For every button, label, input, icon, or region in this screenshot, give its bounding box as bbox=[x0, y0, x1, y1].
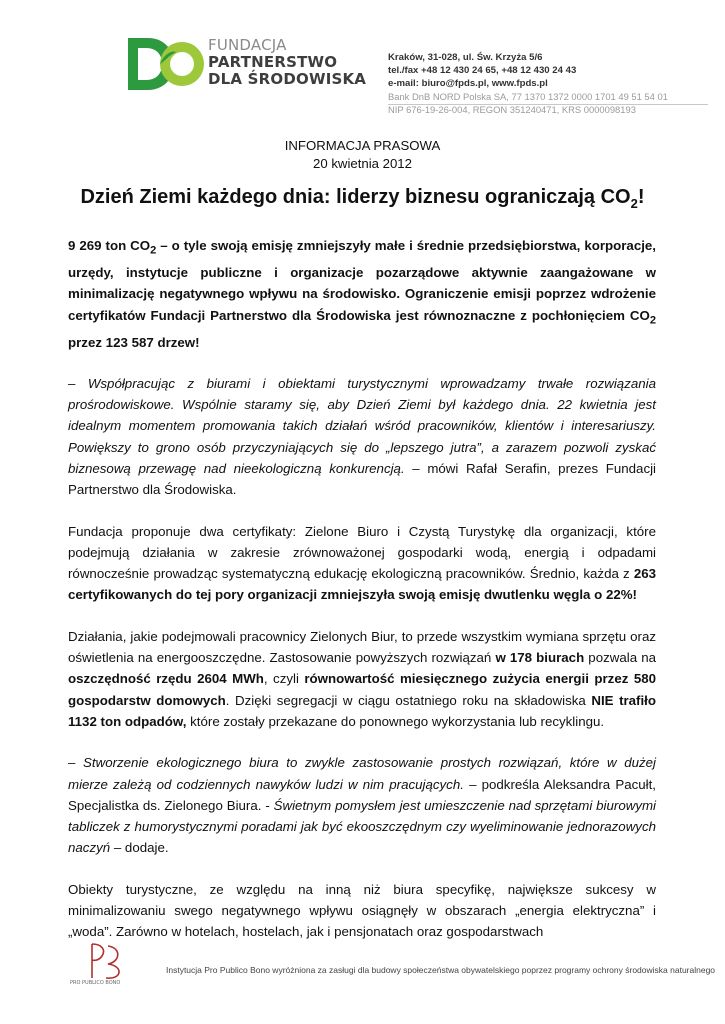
press-heading bbox=[0, 137, 725, 173]
header-divider bbox=[388, 104, 708, 105]
svg-text:PRO PUBLICO BONO: PRO PUBLICO BONO bbox=[70, 980, 121, 986]
page-title: Dzień Ziemi każdego dnia: liderzy biznesu ograniczają $CO_2$! bbox=[80, 186, 645, 211]
email[interactable]: e-mail: biuro@fpds.pl, www.fpds.pl bbox=[388, 78, 548, 89]
lead-paragraph: 9 269 ton $CO_2$ – o tyle swoją emisję zmniejszyły małe i średnie przedsiębiorstwa, korporacje, urzędy, instytucje publiczne i organizacje pozarządowe aktywnie zaangażowane w minimalizację negatywnego wpływu na środowisko. Ograniczenie emisji poprzez wdrożenie certyfikatów Fundacji Partnerstwo dla Środowiska jest równoznaczne z pochłonięciem $CO_2$ przez 123 587 drzew! bbox=[68, 238, 656, 350]
press-label: INFORMACJA PRASOWA bbox=[284, 138, 441, 153]
org-line-3: DLA ŚRODOWISKA bbox=[208, 70, 367, 88]
contact-block bbox=[388, 51, 668, 116]
org-line-2: PARTNERSTWO bbox=[208, 53, 338, 71]
article-body bbox=[68, 235, 656, 963]
registration-ids: NIP 676-19-26-004, REGON 351240471, KRS 0000098193 bbox=[388, 104, 636, 115]
address: Kraków, 31-028, ul. Św. Krzyża 5/6 bbox=[388, 52, 543, 63]
bank-account: Bank DnB NORD Polska SA, 77 1370 1372 0000 1701 49 51 54 01 bbox=[388, 91, 668, 102]
quote-paragraph-2: – Stworzenie ekologicznego biura to zwykle zastosowanie prostych rozwiązań, które w dużej mierze zależą od codziennych nawyków ludzi w nim pracujących. – podkreśla Aleksandra Pacułt, Specjalistka ds. Zielonego Biura. - Świetnym pomysłem jest umieszczenie nad sprzętami biurowymi tabliczek z humorystycznymi poradami jak być ekooszczędnym czy wyeliminowanie jednorazowych naczyń – dodaje. bbox=[68, 755, 656, 856]
footer-note: Instytucja Pro Publico Bono wyróżniona za zasługi dla budowy społeczeństwa obywatelskiego poprzez programy ochrony środowiska naturalnego bbox=[166, 965, 716, 975]
foundation-logo-icon bbox=[124, 34, 206, 94]
green-office-paragraph: Działania, jakie podejmowali pracownicy Zielonych Biur, to przede wszystkim wymiana sprzętu oraz oświetlenia na energooszczędne. Zastosowanie powyższych rozwiązań w 178 biurach pozwala na oszczędność rzędu 2604 MWh, czyli równowartość miesięcznego zużycia energii przez 580 gospodarstw domowych. Dzięki segregacji w ciągu ostatniego roku na składowiska NIE trafiło 1132 ton odpadów, które zostały przekazane do ponownego wykorzystania lub recyklingu. bbox=[68, 628, 657, 729]
tourism-paragraph: Obiekty turystyczne, ze względu na inną niż biura specyfikę, największe sukcesy w minimalizowaniu swego negatywnego wpływu osiągnęły w obszarach „energia elektryczna” i „woda”. Zarówno w hotelach, hostelach, jak i pensjonatach oraz gospodarstwach bbox=[68, 881, 656, 940]
phone: tel./fax +48 12 430 24 65, +48 12 430 24 43 bbox=[388, 65, 577, 76]
press-date: 20 kwietnia 2012 bbox=[313, 156, 412, 171]
organization-name bbox=[208, 37, 366, 88]
certificates-paragraph: Fundacja proponuje dwa certyfikaty: Zielone Biuro i Czystą Turystykę dla organizacji, które podejmują działania w zakresie zrównoważonej gospodarki wodą, energią i odpadami równocześnie prowadząc systematyczną edukację ekologiczną pracowników. Średnio, każda z 263 certyfikowanych do tej pory organizacji zmniejszyła swoją emisję dwutlenku węgla o 22%! bbox=[68, 523, 656, 603]
pro-publico-bono-logo-icon bbox=[68, 942, 138, 986]
org-line-1: FUNDACJA bbox=[208, 36, 287, 54]
quote-paragraph-1: – Współpracując z biurami i obiektami turystycznymi wprowadzamy trwałe rozwiązania prośrodowiskowe. Wspólnie staramy się, aby Dzień Ziemi był każdego dnia. 22 kwietnia jest idealnym momentem promowania takich działań wśród pracowników, klientów i interesariuszy. Powiększy to grono osób przyczyniających się do „lepszego jutra”, a zarazem pozwoli zyskać biznesową przewagę nad nieekologiczną konkurencją. – mówi Rafał Serafin, prezes Fundacji Partnerstwo dla Środowiska. bbox=[68, 375, 657, 498]
